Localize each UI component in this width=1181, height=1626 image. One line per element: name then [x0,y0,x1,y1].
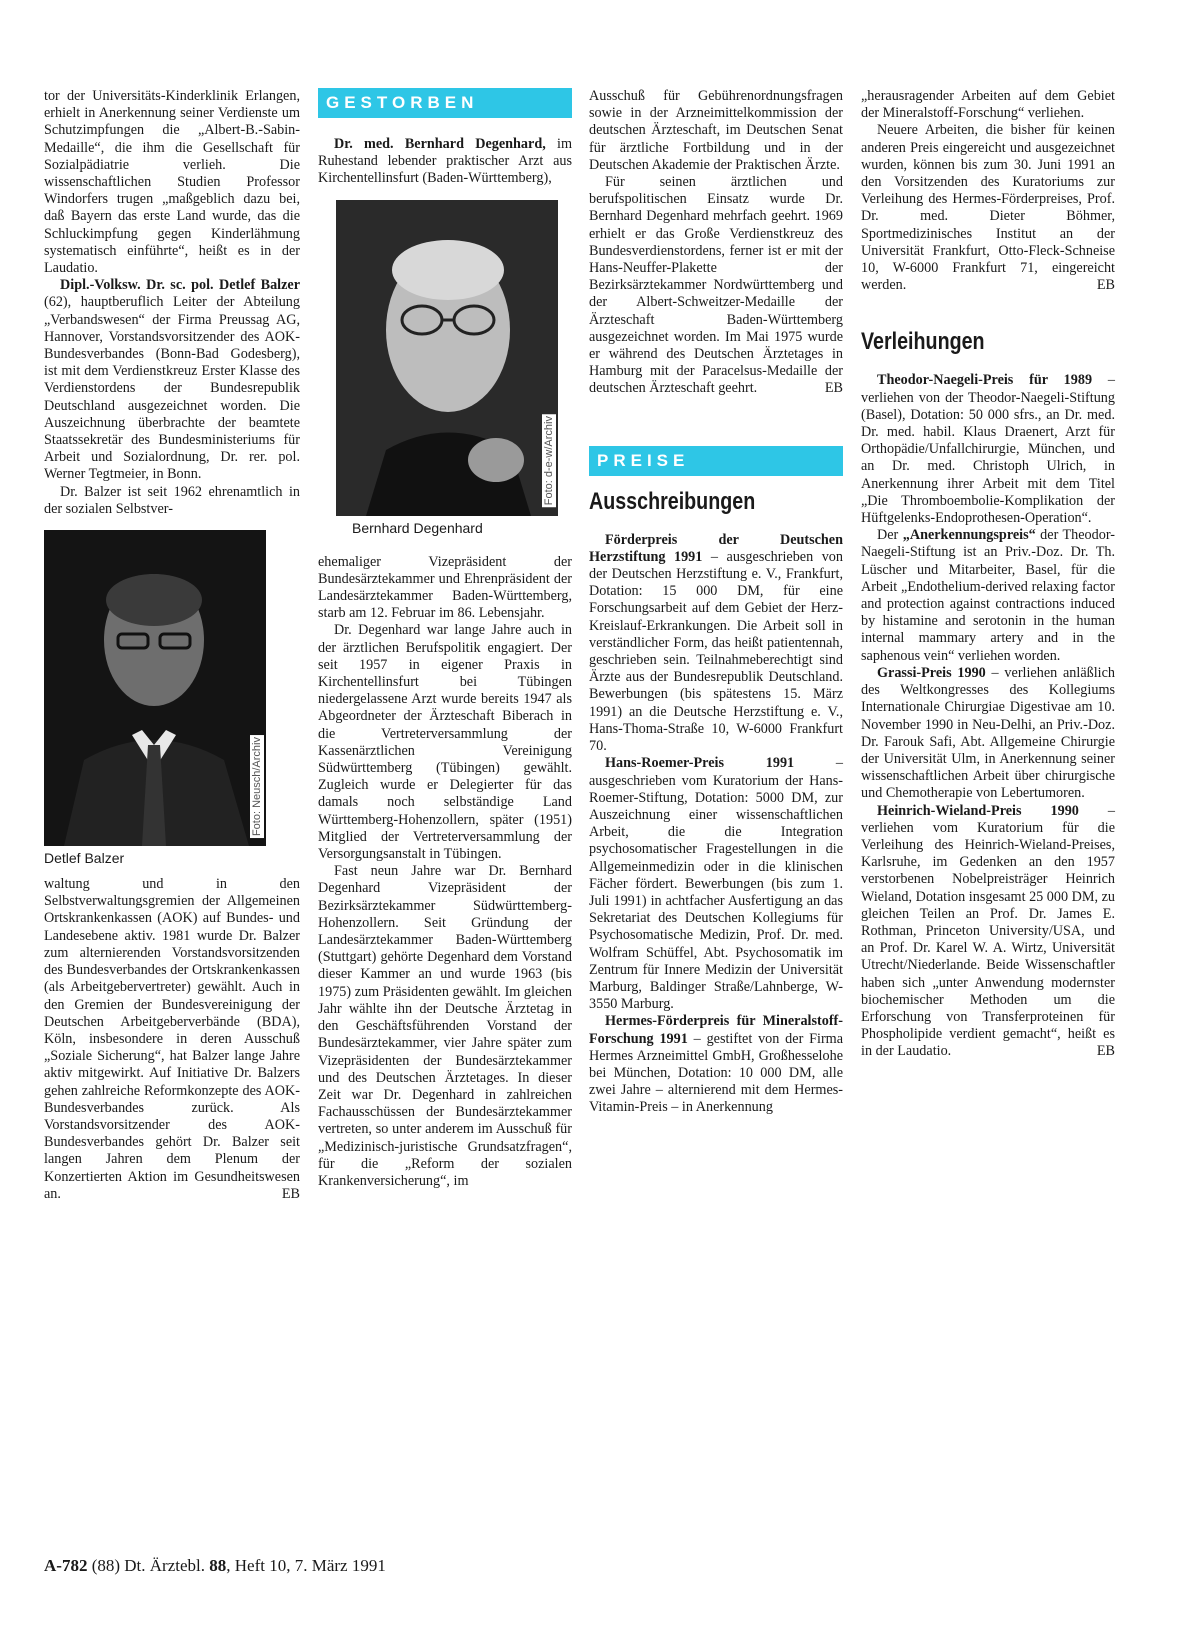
paragraph-anerkennungspreis: Der „Anerkennungspreis“ der Theodor-Naegeli-Stiftung ist an Priv.-Doz. Dr. Th. Lüscher und Mitarbeiter, Basel, für die Arbeit „Endothelium-derived relaxing factor and protection against contractions induced by histamine and serotonin in the human internal mammary artery and in the saphenous vein“ verliehen worden. [861,527,1115,664]
paragraph-wieland: Heinrich-Wieland-Preis 1990 – verliehen vom Kuratorium für die Verleihung des Heinrich-Wieland-Preises, Karlsruhe, im Gedenken an den 1957 verstorbenen Nobelpreisträger Heinrich Wieland, Dotation insgesamt 25 000 DM, zu gleichen Teilen an Prof. Dr. James E. Rothman, Princeton University/USA, und an Prof. Dr. Karel W. A. Wirtz, Universität Utrecht/Niederlande. Beide Wissenschaftler haben sich „unter Anwendung modernster biochemischer Methoden um die Erforschung von Transferproteinen für Phospholipide verdient gemacht“, heißt es in der Laudatio. EB [861,802,1115,1060]
paragraph-degenhard-death: ehemaliger Vizepräsident der Bundesärztekammer und Ehrenpräsident der Landesärztekammer Baden-Württemberg, starb am 12. Februar im 86. Lebensjahr. [318,553,572,622]
volume-number: 88 [209,1556,227,1575]
column-3 [589,88,843,1117]
name-degenhard: Dr. med. Bernhard Degenhard, [334,136,546,152]
author-sign: EB [281,1185,300,1202]
paragraph-balzer-career: waltung und in den Selbstverwaltungsgremien der Allgemeinen Ortskrankenkassen (AOK) auf Bundes- und Landesebene aktiv. 1981 wurde Dr. Balzer zum alternierenden Vorstandsvorsitzenden des Bundesverbandes der Ortskrankenkassen (als Arbeitgebervertreter) gewählt. Auch in den Gremien der Bundesvereinigung der Deutschen Arbeitgeberverbände (BDA), Köln, insbesondere in deren Ausschuß „Soziale Sicherung“, hat Balzer lange Jahre aktiv mitgewirkt. Auf Initiative Dr. Balzers gehen zahlreiche Reformkonzepte des AOK-Bundesverbandes zurück. Als Vorstandsvorsitzender des AOK-Bundesverbandes gehört Dr. Balzer seit langen Jahren dem Plenum der Konzertierten Aktion im Gesundheitswesen an. EB [44,876,300,1202]
paragraph-degenhard-career: Dr. Degenhard war lange Jahre auch in der ärztlichen Berufspolitik engagiert. Der seit 1957 in eigener Praxis in Kirchentellinsfurt bei Tübingen niedergelassene Arzt wurde bereits 1947 als Abgeordneter der Ärzteschaft Biberach in die Vertreterversammlung der Kassenärztlichen Vereinigung Südwürttemberg (Tübingen) gewählt. Zugleich wurde er Delegierter für das damals noch selbständige Land Württemberg-Hohenzollern, später (1951) Mitglied der Vertreterversammlung der Versorgungsanstalt in Tübingen. [318,622,572,863]
paragraph-hermes-submission: Neuere Arbeiten, die bisher für keinen anderen Preis eingereicht und ausgezeichnet wurden, können bis zum 30. Juni 1991 an den Vorsitzenden des Kuratoriums zur Verleihung des Hermes-Förderpreises, Prof. Dr. med. Dieter Böhmer, Sportmedizinisches Institut an der Universität Frankfurt, Otto-Fleck-Schneise 10, W-6000 Frankfurt 71, eingereicht werden. EB [861,122,1115,294]
author-sign: EB [824,380,843,397]
paragraph-hans-roemer: Hans-Roemer-Preis 1991 – ausgeschrieben vom Kuratorium der Hans-Roemer-Stiftung, Dotation: 5000 DM, zur Auszeichnung einer wissenschaftlichen Arbeit, die die Integration psychosomatischer Fragestellungen in die Allgemeinmedizin oder in die klinischen Fächer fördert. Bewerbungen (bis zum 1. Juli 1991) in achtfacher Ausfertigung an das Sekretariat des Deutschen Kollegiums für Psychosomatische Medizin, Prof. Dr. med. Wolfram Schüffel, Abt. Psychosomatik im Zentrum für Innere Medizin der Universität Marburg, Baldinger Straße/Lahnberge, W-3550 Marburg. [589,755,844,1013]
photo-caption: Detlef Balzer [44,850,125,867]
author-sign: EB [1096,1043,1115,1060]
paragraph-balzer-since: Dr. Balzer ist seit 1962 ehrenamtlich in der sozialen Selbstver- [44,483,300,517]
photo-caption: Bernhard Degenhard [352,519,483,536]
paragraph-grassi: Grassi-Preis 1990 – verliehen anläßlich des Weltkongresses des Kollegiums Internationale Chirurgiae Digestivae am 10. November 1990 in Neu-Delhi, an Priv.-Doz. Dr. Farouk Safi, Abt. Allgemeine Chirurgie der Universität Ulm, in Anerkennung seiner wissenschaftlichen Arbeit über chirurgische und Chemotherapie von Lebertumoren. [861,664,1115,802]
page-number: A-782 [44,1556,88,1575]
photo-credit: Foto: d-e-w/Archiv [543,416,555,506]
portrait-image [44,530,266,846]
photo-degenhard [336,200,558,516]
name-balzer: Dipl.-Volksw. Dr. sc. pol. Detlef Balzer [60,277,300,294]
paragraph-hermes: Hermes-Förderpreis für Mineralstoff-Forschung 1991 – gestiftet von der Firma Hermes Arzneimittel GmbH, Großhesselohe bei München, Dotation: 10 000 DM, alle zwei Jahre – alternierend mit dem Hermes-Vitamin-Preis – in Anerkennung [589,1013,843,1116]
paragraph-balzer-intro: Dipl.-Volksw. Dr. sc. pol. Detlef Balzer (62), hauptberuflich Leiter der Abteilung „Verbandswesen“ der Firma Preussag AG, Hannover, Vorstandsvorsitzender des AOK-Bundesverbandes (Bonn-Bad Godesberg), ist mit dem Verdienstkreuz Erster Klasse des Verdienstordens der Bundesrepublik Deutschland ausgezeichnet worden. Die Auszeichnung überbrachte der beamtete Staatssekretär des Bundesministeriums für Arbeit und Sozialordnung, Dr. rer. pol. Werner Tegtmeier, in Bonn. [44,277,300,483]
heading-ausschreibungen: Ausschreibungen [589,487,756,515]
column-1 [44,88,300,1203]
author-sign: EB [1096,277,1115,294]
photo-balzer [44,530,266,846]
column-4 [861,88,1115,1061]
paragraph-degenhard-committees: Ausschuß für Gebührenordnungsfragen sowie in der Arzneimittelkommission der deutschen Ärzteschaft, im Deutschen Senat für ärztliche Fortbildung und in der Deutschen Akademie der Praktischen Ärzte. [589,88,843,173]
paragraph-degenhard-honors: Für seinen ärztlichen und berufspolitischen Einsatz wurde Dr. Bernhard Degenhard mehrfach geehrt. 1969 erhielt er das Große Verdienstkreuz des Bundesverdienstordens, ferner ist er mit der Hans-Neuffer-Plakette der Bezirksärztekammer Nordwürttemberg und der Albert-Schweitzer-Medaille der Ärzteschaft Baden-Württemberg ausgezeichnet worden. Im Mai 1975 wurde er während des Deutschen Ärztetages in Hamburg mit der Paracelsus-Medaille der deutschen Ärzteschaft geehrt. EB [589,174,843,397]
page-footer: A-782 (88) Dt. Ärztebl. 88, Heft 10, 7. März 1991 [44,1556,386,1575]
paragraph-degenhard-intro: Dr. med. Bernhard Degenhard, im Ruhestand lebender praktischer Arzt aus Kirchentellinsfurt (Baden-Württemberg), [318,136,572,187]
paragraph-degenhard-vicepresident: Fast neun Jahre war Dr. Bernhard Degenhard Vizepräsident der Bezirksärztekammer Südwürttemberg-Hohenzollern. Seit Gründung der Landesärztekammer Baden-Württemberg (Stuttgart) gehörte Degenhard dem Vorstand dieser Kammer an und wurde 1963 (bis 1975) zum Präsidenten gewählt. Im gleichen Jahr wählte ihn der Deutsche Ärztetag in den Geschäftsführenden Vorstand der Bundesärztekammer, vier Jahre später zum Vizepräsidenten der Bundesärztekammer und des Deutschen Ärztetages. In dieser Zeit war Dr. Degenhard in zahlreichen Fachausschüssen der Bundesärztekammer vertreten, so unter anderem im Ausschuß für „Medizinisch-juristische Grundsatzfragen“, für die „Reform der sozialen Krankenversicherung“, im [318,863,572,1189]
portrait-image [336,200,558,516]
heading-verleihungen: Verleihungen [861,328,985,356]
section-bar-preise: PREISE [589,446,843,476]
paragraph-hermes-continued: „herausragender Arbeiten auf dem Gebiet der Mineralstoff-Forschung“ verliehen. [861,88,1115,122]
paragraph-windorfer-end: tor der Universitäts-Kinderklinik Erlangen, erhielt in Anerkennung seiner Verdienste um Schutzimpfungen die „Albert-B.-Sabin-Medaille“, die ihm die Gesellschaft für Sozialpädiatrie verlieh. Die wissenschaftlichen Studien Professor Windorfers trugen „maßgeblich dazu bei, daß Bayern das erste Land wurde, das die Schluckimpfung gegen Kinderlähmung systematisch einführte“, heißt es in der Laudatio. [44,88,300,277]
paragraph-naegeli: Theodor-Naegeli-Preis für 1989 – verliehen von der Theodor-Naegeli-Stiftung (Basel), Dotation: 50 000 sfrs., an Dr. med. Dr. med. habil. Klaus Draenert, Arzt für Orthopädie/Unfallchirurgie, München, und an Dr. med. Christoph Ulrich, in Anerkennung ihrer Arbeit mit dem Titel „Die Thromboembolie-Komplikation der Hüftgelenks-Endoprothesen-Operation“. [861,372,1116,527]
photo-credit: Foto: Neusch/Archiv [251,737,263,837]
section-bar-gestorben: GESTORBEN [318,88,572,118]
column-2 [318,88,572,1190]
paragraph-herzstiftung: Förderpreis der Deutschen Herzstiftung 1991 – ausgeschrieben von der Deutschen Herzstiftung e. V., Frankfurt, Dotation: 15 000 DM, für eine Forschungsarbeit auf dem Gebiet der Herz-Kreislauf-Erkrankungen. Die Arbeit soll in verständlicher Form, das heißt patientennah, geschrieben sein. Teilnahmeberechtigt sind Ärzte aus der Bundesrepublik Deutschland. Bewerbungen (bis spätestens 15. März 1991) an die Deutsche Herzstiftung e. V., Hans-Thoma-Straße 10, W-6000 Frankfurt 70. [589,531,843,755]
